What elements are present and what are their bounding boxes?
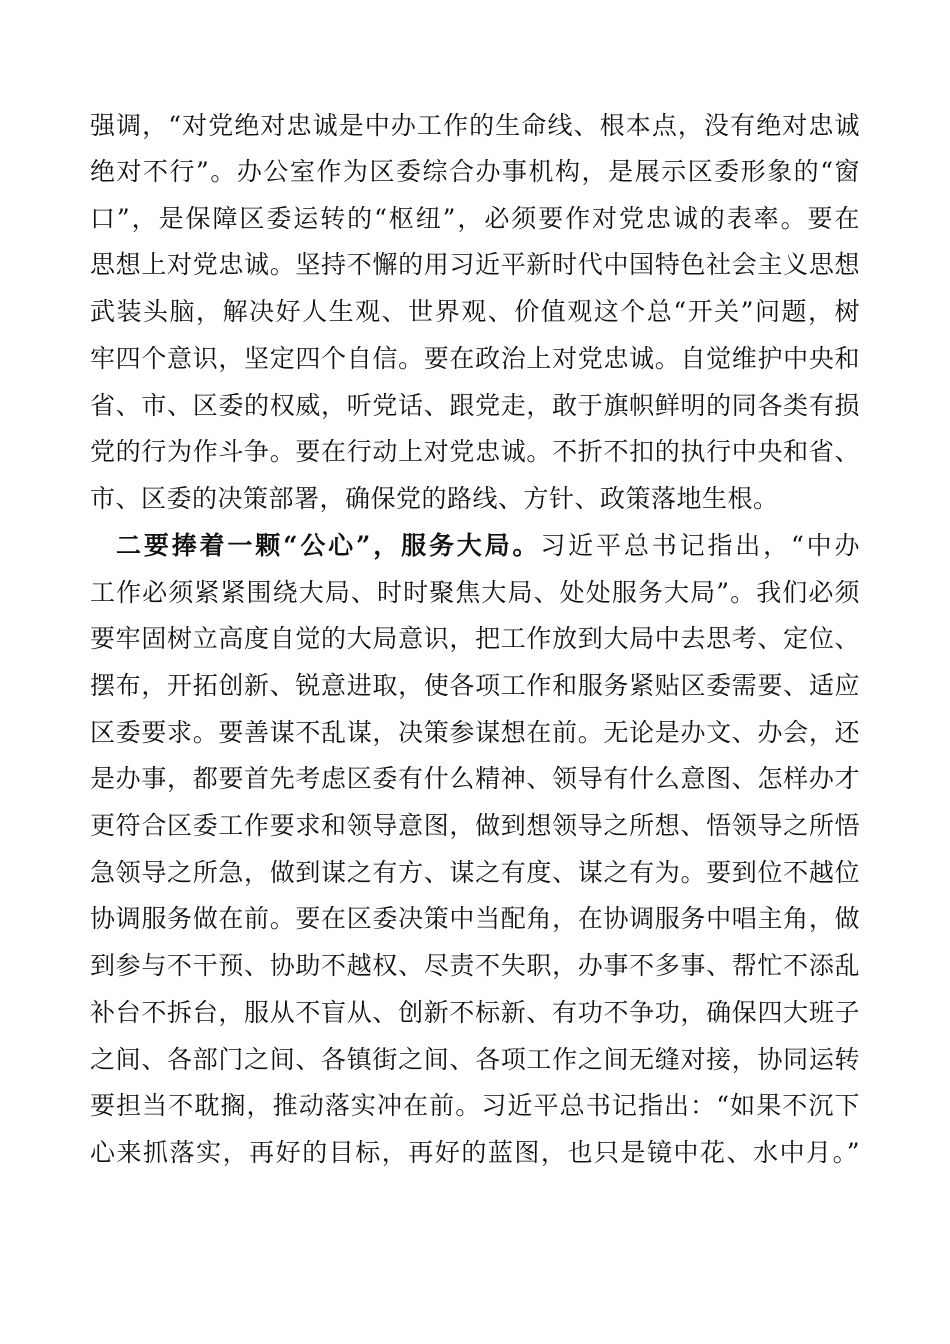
text-line: 牢四个意识，坚定四个自信。要在政治上对党忠诚。自觉维护中央和 — [90, 344, 860, 373]
text-line: 到参与不干预、协助不越权、尽责不失职，办事不多事、帮忙不添乱 — [90, 951, 860, 980]
text-line: 省、市、区委的权威，听党话、跟党走，敢于旗帜鲜明的同各类有损 — [90, 391, 860, 420]
text-line: 补台不拆台，服从不盲从、创新不标新、有功不争功，确保四大班子 — [90, 998, 860, 1027]
text-line: 要牢固树立高度自觉的大局意识，把工作放到大局中去思考、定位、 — [90, 624, 860, 653]
text-line: 口”，是保障区委运转的“枢纽”，必须要作对党忠诚的表率。要在 — [90, 204, 860, 233]
paragraph-first-line — [116, 524, 860, 568]
text-line: 是办事，都要首先考虑区委有什么精神、领导有什么意图、怎样办才 — [90, 764, 860, 793]
text-line: 心来抓落实，再好的目标，再好的蓝图，也只是镜中花、水中月。” — [90, 1138, 860, 1167]
text-line: 区委要求。要善谋不乱谋，决策参谋想在前。无论是办文、办会，还 — [90, 718, 860, 747]
text-line: 要担当不耽搁，推动落实冲在前。习近平总书记指出：“如果不沉下 — [90, 1091, 860, 1120]
section-heading: 二要捧着一颗“公心”，服务大局。 — [116, 531, 541, 560]
text-line: 党的行为作斗争。要在行动上对党忠诚。不折不扣的执行中央和省、 — [90, 437, 860, 466]
text-line: 协调服务做在前。要在区委决策中当配角，在协调服务中唱主角，做 — [90, 904, 860, 933]
text-line: 之间、各部门之间、各镇街之间、各项工作之间无缝对接，协同运转 — [90, 1045, 860, 1074]
text-line: 武装头脑，解决好人生观、世界观、价值观这个总“开关”问题，树 — [90, 297, 860, 326]
text-line: 摆布，开拓创新、锐意进取，使各项工作和服务紧贴区委需要、适应 — [90, 671, 860, 700]
text-line: 急领导之所急，做到谋之有方、谋之有度、谋之有为。要到位不越位 — [90, 858, 860, 887]
text-line: 市、区委的决策部署，确保党的路线、方针、政策落地生根。 — [90, 484, 779, 513]
text-span: 习近平总书记指出，“中办 — [540, 531, 860, 560]
text-line: 绝对不行”。办公室作为区委综合办事机构，是展示区委形象的“窗 — [90, 157, 860, 186]
text-line: 思想上对党忠诚。坚持不懈的用习近平新时代中国特色社会主义思想 — [90, 250, 860, 279]
text-line: 更符合区委工作要求和领导意图，做到想领导之所想、悟领导之所悟 — [90, 811, 860, 840]
text-line: 工作必须紧紧围绕大局、时时聚焦大局、处处服务大局”。我们必须 — [90, 578, 860, 607]
text-line: 强调，“对党绝对忠诚是中办工作的生命线、根本点，没有绝对忠诚 — [90, 111, 860, 140]
